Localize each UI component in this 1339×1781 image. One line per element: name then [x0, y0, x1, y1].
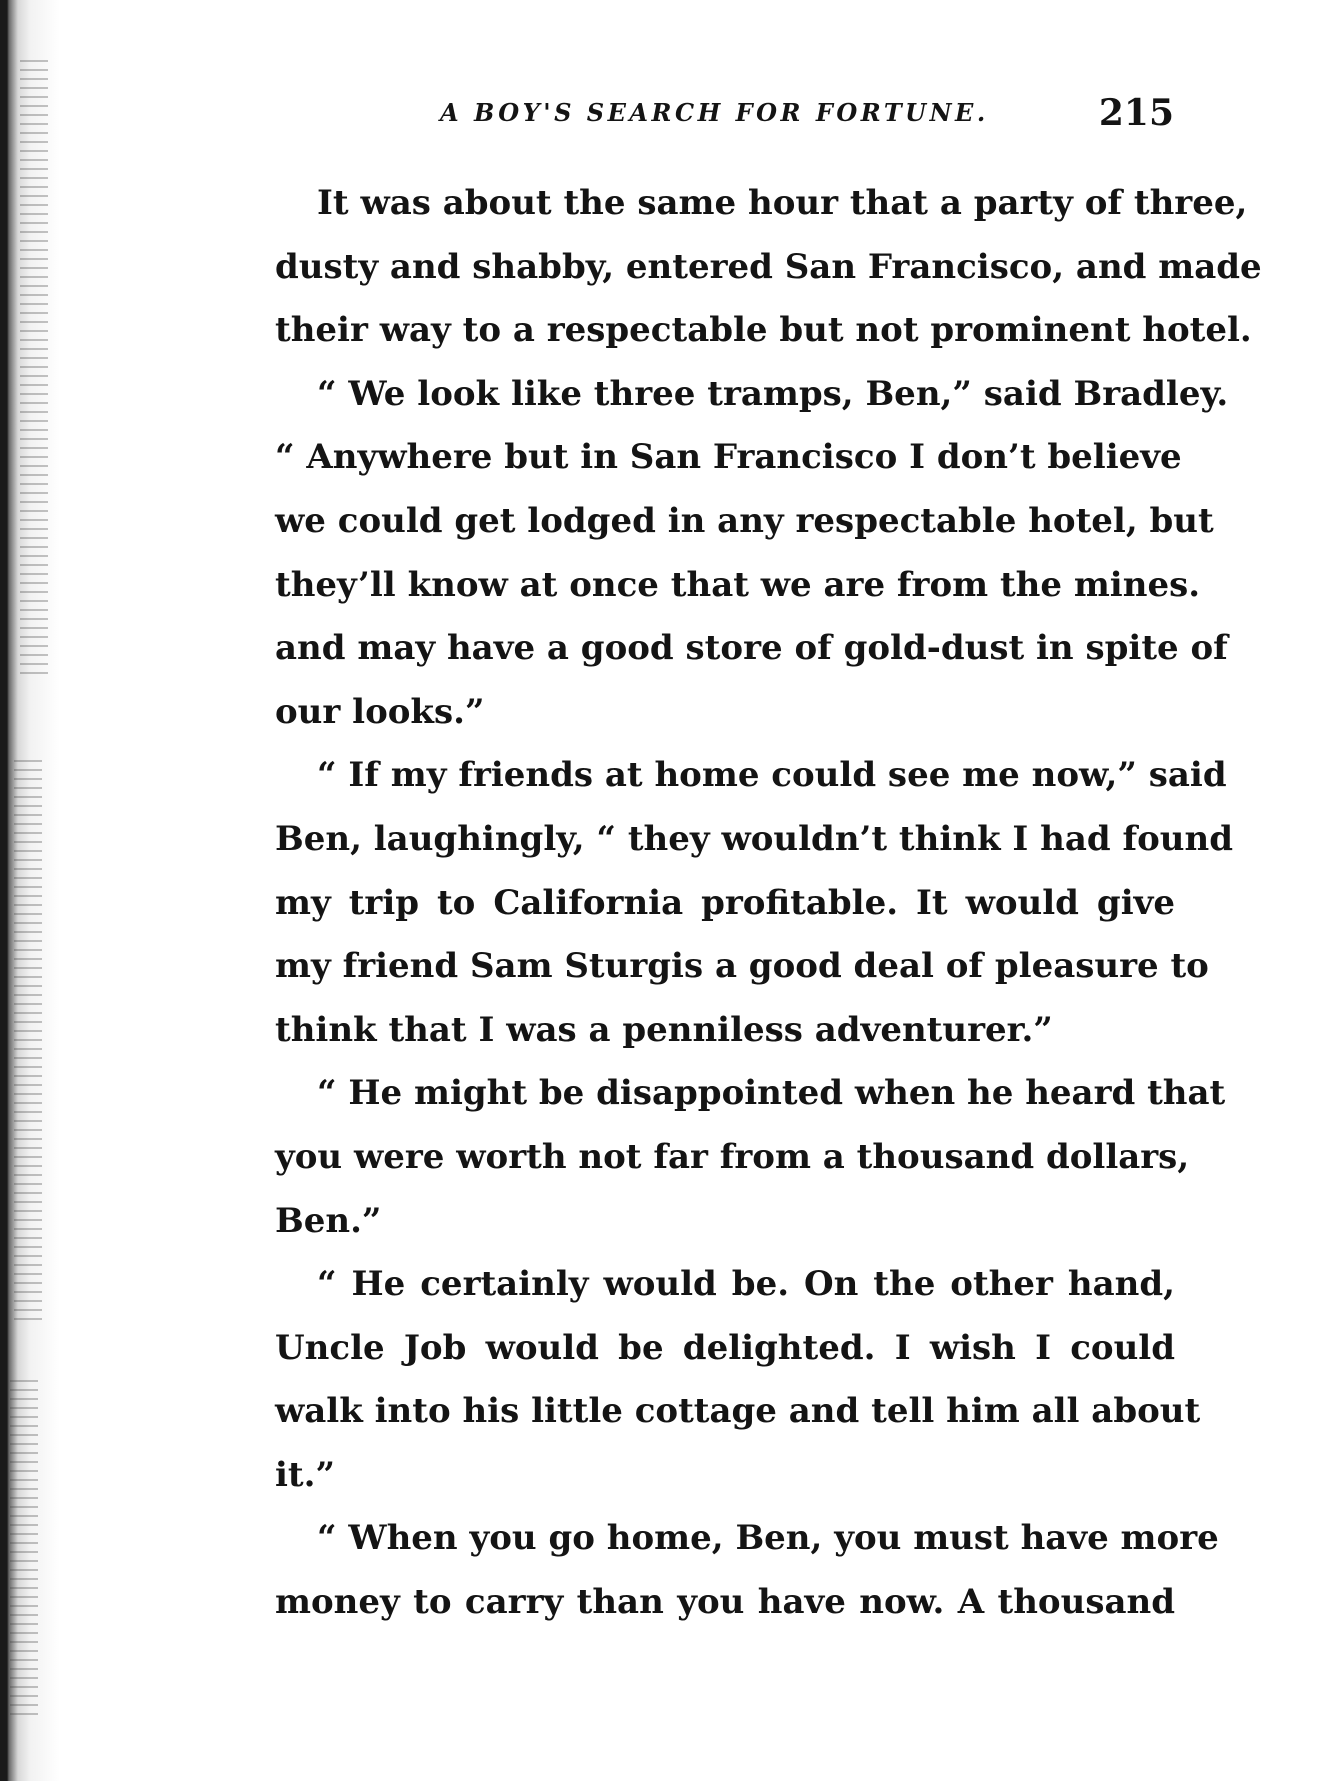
text-line: their way to a respectable but not prominent hotel.	[275, 310, 1252, 351]
text-line: “ When you go home, Ben, you must have more	[317, 1518, 1219, 1559]
text-line: Ben, laughingly, “ they wouldn’t think I had found	[275, 818, 1233, 859]
text-line: It was about the same hour that a party of three,	[317, 183, 1248, 223]
text-line: they’ll know at once that we are from the mines.	[275, 564, 1201, 605]
text-line: money to carry than you have now. A thousand	[275, 1582, 1175, 1623]
text-line: “ We look like three tramps, Ben,” said Bradley.	[317, 373, 1229, 414]
text-line: “ Anywhere but in San Francisco I don’t believe	[275, 437, 1182, 478]
text-line: my trip to California profitable. It would give	[275, 882, 1175, 923]
text-line: our looks.”	[275, 691, 485, 732]
page-number: 215	[1098, 92, 1174, 134]
text-line: think that I was a penniless adventurer.”	[275, 1009, 1053, 1050]
text-line: dusty and shabby, entered San Francisco, and made	[275, 246, 1262, 287]
text-line: Ben.”	[275, 1200, 382, 1241]
text-line: it.”	[275, 1454, 336, 1495]
body-text	[275, 172, 1262, 1635]
text-line: “ If my friends at home could see me now,” said	[317, 755, 1227, 796]
text-line: my friend Sam Sturgis a good deal of pleasure to	[275, 946, 1209, 987]
binding-speckle	[10, 1380, 38, 1720]
text-line: Uncle Job would be delighted. I wish I could	[275, 1327, 1175, 1368]
running-head	[440, 92, 1190, 136]
running-title: A BOY'S SEARCH FOR FORTUNE.	[440, 98, 989, 127]
text-line: you were worth not far from a thousand dollars,	[275, 1136, 1190, 1177]
text-line: “ He might be disappointed when he heard that	[317, 1073, 1226, 1114]
binding-speckle	[20, 60, 48, 680]
text-line: we could get lodged in any respectable hotel, but	[275, 500, 1214, 541]
text-line: walk into his little cottage and tell him all about	[275, 1391, 1201, 1432]
text-line: “ He certainly would be. On the other hand,	[317, 1264, 1175, 1305]
text-line: and may have a good store of gold-dust in spite of	[275, 628, 1228, 669]
binding-speckle	[14, 760, 42, 1320]
